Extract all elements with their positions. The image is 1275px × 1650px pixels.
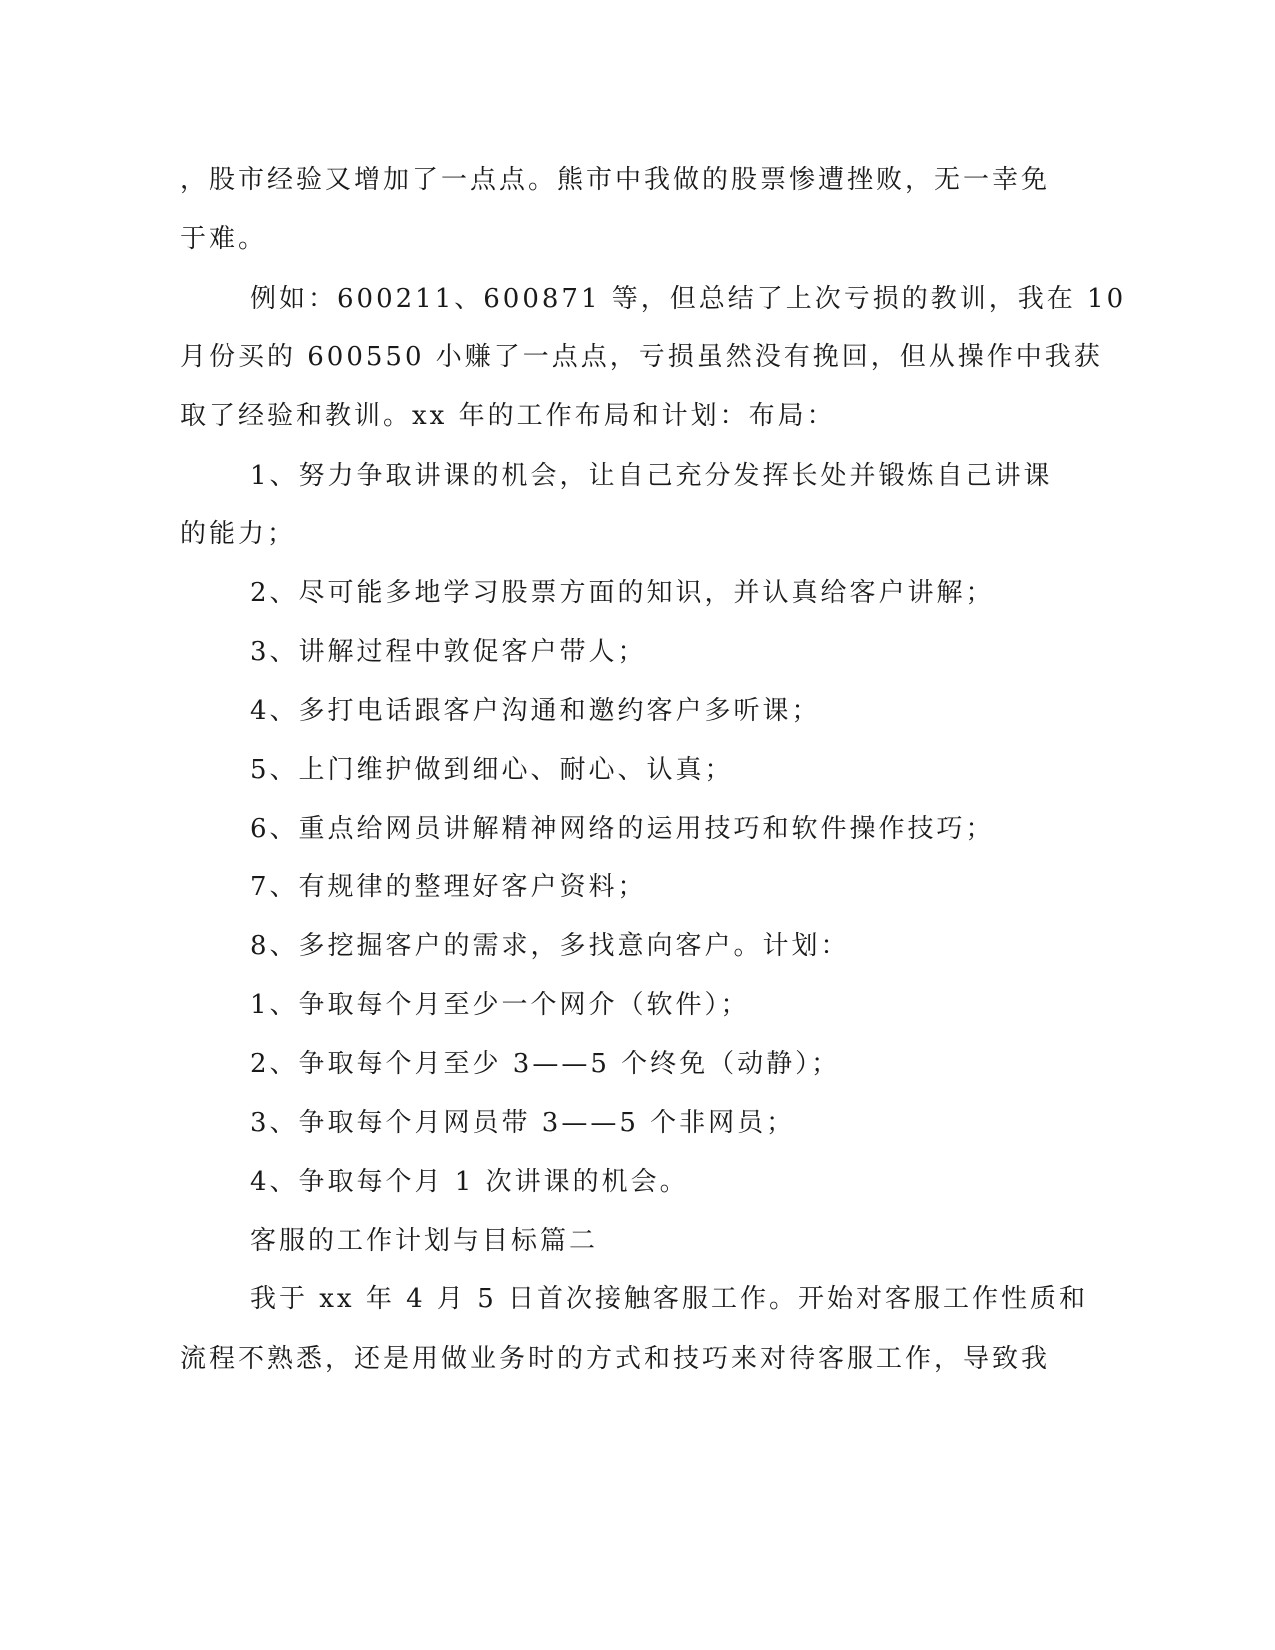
- list-item: 1、争取每个月至少一个网介（软件）；: [250, 990, 750, 1020]
- text-line: 流程不熟悉，还是用做业务时的方式和技巧来对待客服工作，导致我: [180, 1344, 1051, 1374]
- text-line: 例如：600211、600871 等，但总结了上次亏损的教训，我在 10: [250, 284, 1127, 314]
- list-item: 4、争取每个月 1 次讲课的机会。: [250, 1167, 689, 1197]
- list-item: 7、有规律的整理好客户资料；: [250, 872, 647, 902]
- list-item: 2、尽可能多地学习股票方面的知识，并认真给客户讲解；: [250, 578, 995, 608]
- text-line: ，股市经验又增加了一点点。熊市中我做的股票惨遭挫败，无一幸免: [180, 165, 1051, 195]
- list-item: 1、努力争取讲课的机会，让自己充分发挥长处并锻炼自己讲课: [250, 461, 1053, 491]
- text-line: 取了经验和教训。xx 年的工作布局和计划：布局：: [180, 401, 836, 431]
- text-line: 的能力；: [180, 519, 297, 549]
- text-line: 于难。: [180, 224, 268, 254]
- list-item: 5、上门维护做到细心、耐心、认真；: [250, 755, 734, 785]
- list-item: 4、多打电话跟客户沟通和邀约客户多听课；: [250, 696, 821, 726]
- list-item: 3、讲解过程中敦促客户带人；: [250, 637, 647, 667]
- list-item: 3、争取每个月网员带 3——5 个非网员；: [250, 1108, 796, 1138]
- list-item: 8、多挖掘客户的需求，多找意向客户。计划：: [250, 931, 850, 961]
- list-item: 2、争取每个月至少 3——5 个终免（动静）；: [250, 1049, 841, 1079]
- text-line: 我于 xx 年 4 月 5 日首次接触客服工作。开始对客服工作性质和: [250, 1284, 1088, 1314]
- list-item: 6、重点给网员讲解精神网络的运用技巧和软件操作技巧；: [250, 814, 995, 844]
- text-line: 月份买的 600550 小赚了一点点，亏损虽然没有挽回，但从操作中我获: [180, 342, 1103, 372]
- section-heading: 客服的工作计划与目标篇二: [250, 1226, 599, 1256]
